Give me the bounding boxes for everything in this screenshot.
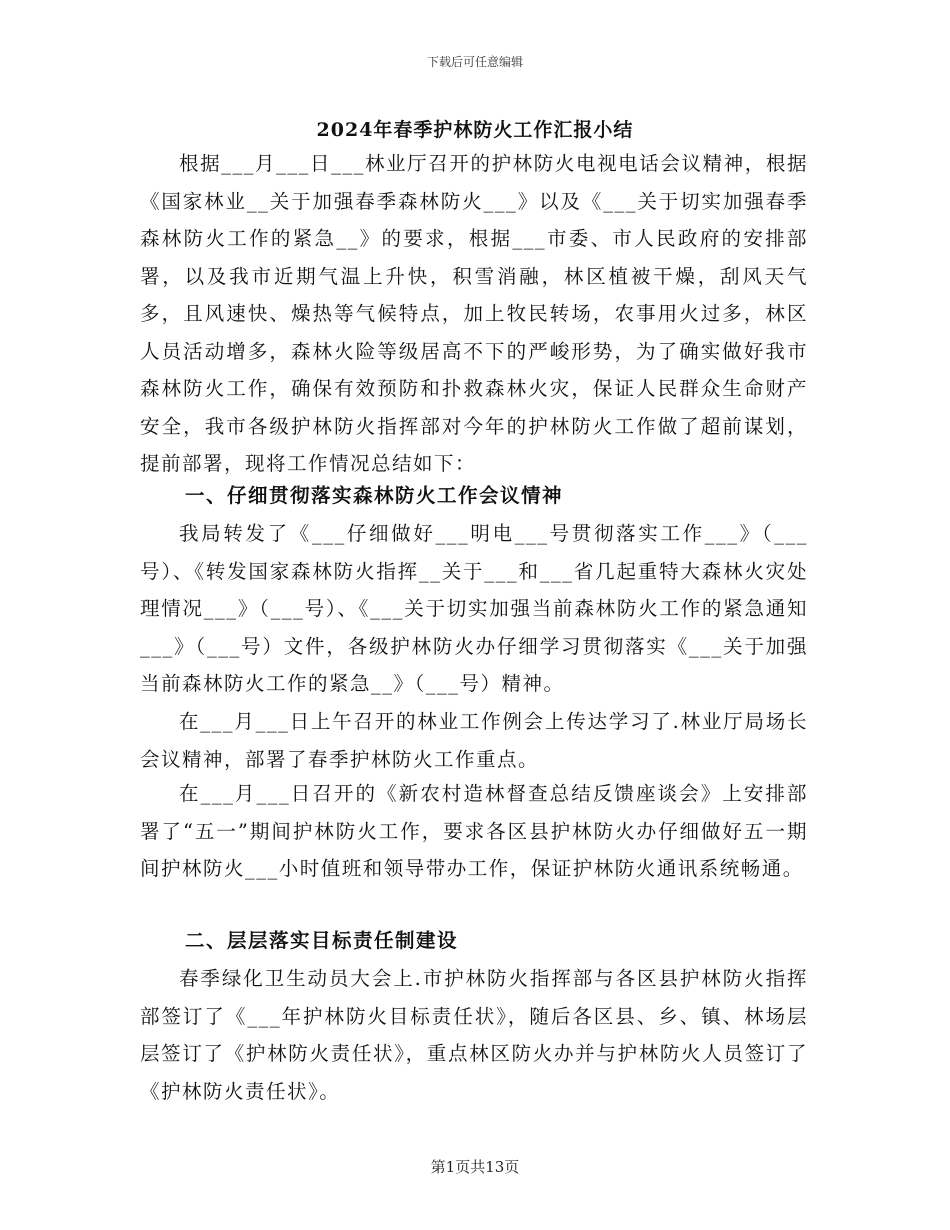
paragraph-intro: 根据___月___日___林业厅召开的护林防火电视电话会议精神，根据《国家林业__关于加强春季森林防火___》以及《___关于切实加强春季森林防火工作的紧急__》的要求，根据___市委、市人民政府的安排部署，以及我市近期气温上升快，积雪消融，林区植被干燥，刮风天气多，且风速快、燥热等气候特点，加上牧民转场，农事用火过多，林区人员活动增多，森林火险等级居高不下的严峻形势，为了确实做好我市森林防火工作，确保有效预防和扑救森林火灾，保证人民群众生命财产安全，我市各级护林防火指挥部对今年的护林防火工作做了超前谋划，提前部署，现将工作情况总结如下： [140,152,808,475]
paragraph-1: 我局转发了《___仔细做好___明电___号贯彻落实工作___》（___号）、《转发国家森林防火指挥__关于___和___省几起重特大森林火灾处理情况___》（___号）、《___关于切实加强当前森林防火工作的紧急通知___》（___号）文件，各级护林防火办仔细学习贯彻落实《___关于加强当前森林防火工作的紧急__》（___号）精神。 [140,522,808,695]
paragraph-2: 在___月___日上午召开的林业工作例会上传达学习了.林业厅局场长会议精神，部署了春季护林防火工作重点。 [140,710,808,771]
page-footer: 第1页共13页 [430,1158,520,1176]
section-heading-2: 二、层层落实目标责任制建设 [185,929,459,952]
paragraph-4: 春季绿化卫生动员大会上.市护林防火指挥部与各区县护林防火指挥部签订了《___年护林防火目标责任状》，随后各区县、乡、镇、林场层层签订了《护林防火责任状》，重点林区防火办并与护林防火人员签订了《护林防火责任状》。 [140,967,808,1103]
section-heading-1: 一、仔细贯彻落实森林防火工作会议情神 [185,484,564,507]
header-note: 下载后可任意编辑 [426,55,523,69]
paragraph-3: 在___月___日召开的《新农村造林督查总结反馈座谈会》上安排部署了“五一”期间护林防火工作，要求各区县护林防火办仔细做好五一期间护林防火___小时值班和领导带办工作，保证护林防火通讯系统畅通。 [140,782,808,880]
document-title: 2024年春季护林防火工作汇报小结 [316,119,634,141]
